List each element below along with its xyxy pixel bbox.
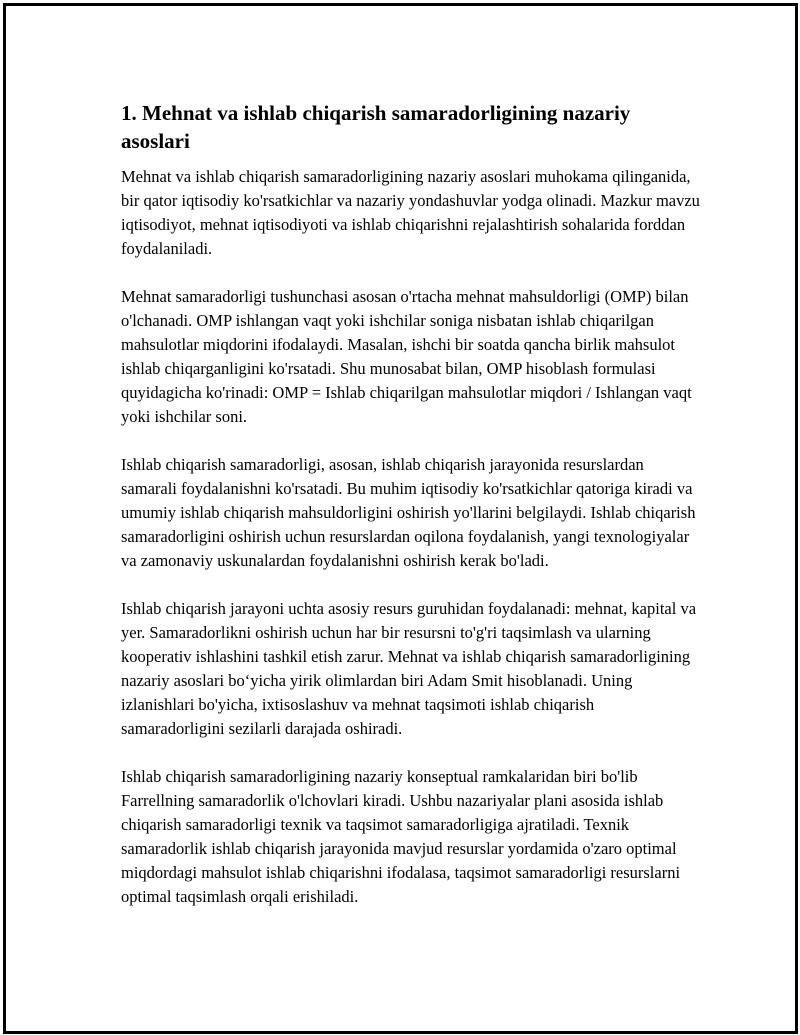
page-frame — [3, 3, 798, 1034]
document-body — [121, 99, 701, 933]
paragraph-4: Ishlab chiqarish jarayoni uchta asosiy resurs guruhidan foydalanadi: mehnat, kapital va yer. Samaradorlikni oshirish uchun har bir resursni to'g'ri taqsimlash va ularning kooperativ ishlashini tashkil etish zarur. Mehnat va ishlab chiqarish samaradorligining nazariy asoslari bo‘yicha yirik olimlardan biri Adam Smit hisoblanadi. Uning izlanishlari bo'yicha, ixtisoslashuv va mehnat taqsimoti ishlab chiqarish samaradorligini sezilarli darajada oshiradi. — [121, 599, 697, 738]
paragraph-3: Ishlab chiqarish samaradorligi, asosan, ishlab chiqarish jarayonida resurslardan samarali foydalanishni ko'rsatadi. Bu muhim iqtisodiy ko'rsatkichlar qatoriga kiradi va umumiy ishlab chiqarish mahsuldorligini oshirish yo'llarini belgilaydi. Ishlab chiqarish samaradorligini oshirish uchun resurslardan oqilona foydalanish, yangi texnologiyalar va zamonaviy uskunalardan foydalanishni oshirish kerak bo'ladi. — [121, 455, 696, 570]
section-heading: 1. Mehnat va ishlab chiqarish samaradorligining nazariy asoslari — [121, 101, 631, 153]
paragraph-1: Mehnat va ishlab chiqarish samaradorligining nazariy asoslari muhokama qilinganida, bir qator iqtisodiy ko'rsatkichlar va nazariy yondashuvlar yodga olinadi. Mazkur mavzu iqtisodiyot, mehnat iqtisodiyoti va ishlab chiqarishni rejalashtirish sohalarida forddan foydalaniladi. — [121, 167, 700, 258]
paragraph-5: Ishlab chiqarish samaradorligining nazariy konseptual ramkalaridan biri bo'lib Farrellning samaradorlik o'lchovlari kiradi. Ushbu nazariyalar plani asosida ishlab chiqarish samaradorligi texnik va taqsimot samaradorligiga ajratiladi. Texnik samaradorlik ishlab chiqarish jarayonida mavjud resurslar yordamida o'zaro optimal miqdordagi mahsulot ishlab chiqarishni ifodalasa, taqsimot samaradorligi resurslarni optimal taqsimlash orqali erishiladi. — [121, 767, 681, 906]
paragraph-2: Mehnat samaradorligi tushunchasi asosan o'rtacha mehnat mahsuldorligi (OMP) bilan o'lchanadi. OMP ishlangan vaqt yoki ishchilar soniga nisbatan ishlab chiqarilgan mahsulotlar miqdorini ifodalaydi. Masalan, ishchi bir soatda qancha birlik mahsulot ishlab chiqarganligini ko'rsatadi. Shu munosabat bilan, OMP hisoblash formulasi quyidagicha ko'rinadi: OMP = Ishlab chiqarilgan mahsulotlar miqdori / Ishlangan vaqt yoki ishchilar soni. — [121, 287, 692, 426]
